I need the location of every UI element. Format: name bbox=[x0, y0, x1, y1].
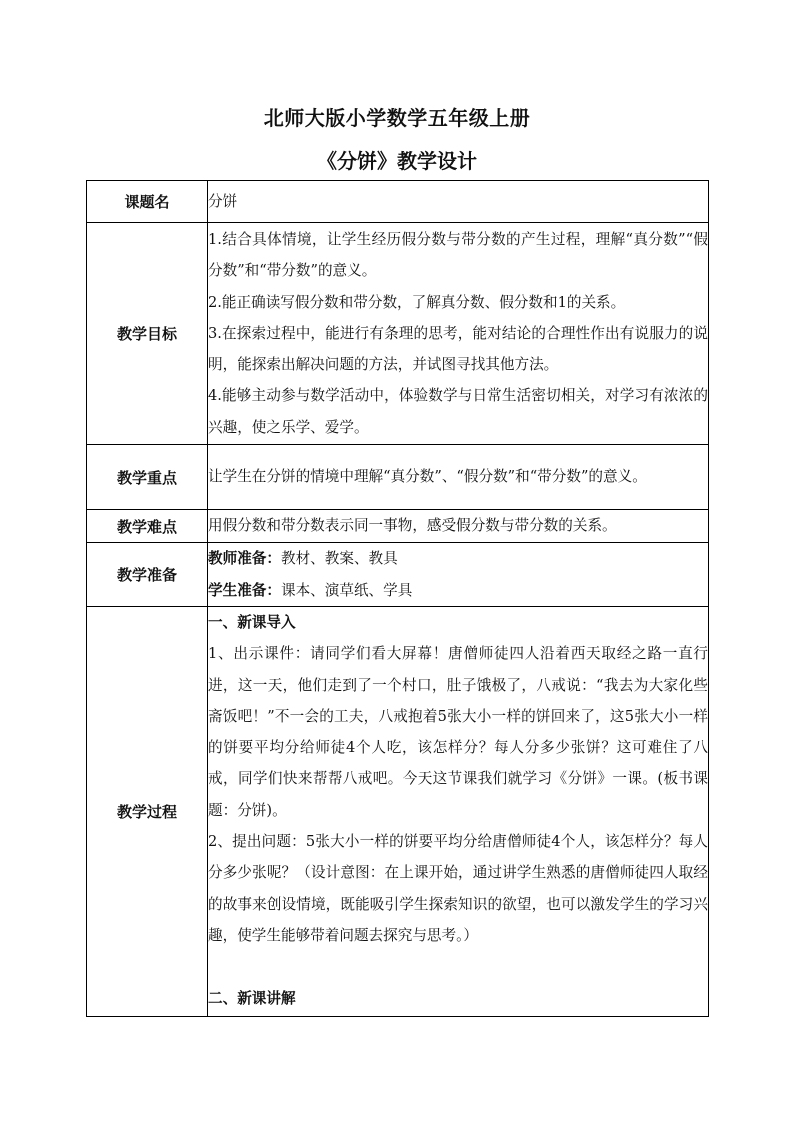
preparation-content bbox=[208, 543, 709, 607]
section-heading-intro: 一、新课导入 bbox=[208, 614, 296, 631]
student-preparation-value: 课本、演草纸、学具 bbox=[280, 581, 413, 599]
key-points-label: 教学重点 bbox=[87, 445, 208, 510]
process-paragraph: 2、提出问题：5张大小一样的饼要平均分给唐僧师徒4个人，该怎样分？每人分多少张呢？（设计意图：在上课开始，通过讲学生熟悉的唐僧师徒四人取经的故事来创设情境，既能吸引学生探索知识的欲望，也可以激发学生的学习兴趣，使学生能够带着问题去探究与思考。） bbox=[208, 833, 708, 944]
table-row-topic bbox=[87, 181, 709, 223]
preparation-label: 教学准备 bbox=[87, 543, 208, 607]
process-paragraph: 1、出示课件：请同学们看大屏幕！唐僧师徒四人沿着西天取经之路一直行进，这一天，他们走到了一个村口，肚子饿极了，八戒说：“我去为大家化些斋饭吧！”不一会的工夫，八戒抱着5张大小一样的饼回来了，这5张大小一样的饼要平均分给师徒4个人吃，该怎样分？每人分多少张饼？这可难住了八戒，同学们快来帮帮八戒吧。今天这节课我们就学习《分饼》一课。(板书课题：分饼)。 bbox=[208, 645, 708, 819]
document-subtitle: 《分饼》教学设计 bbox=[317, 149, 477, 173]
table-row-preparation bbox=[87, 543, 709, 607]
goal-item: 3.在探索过程中，能进行有条理的思考，能对结论的合理性作出有说服力的说明，能探索出解决问题的方法，并试图寻找其他方法。 bbox=[208, 324, 708, 374]
table-row-difficulties bbox=[87, 510, 709, 543]
goal-item: 4.能够主动参与数学活动中，体验数学与日常生活密切相关，对学习有浓浓的兴趣，使之乐学、爱学。 bbox=[208, 387, 708, 436]
goal-item: 1.结合具体情境，让学生经历假分数与带分数的产生过程，理解“真分数”“假分数”和“带分数”的意义。 bbox=[208, 230, 708, 280]
teacher-preparation-label: 教师准备： bbox=[208, 550, 281, 568]
topic-value: 分饼 bbox=[208, 181, 709, 223]
student-preparation bbox=[208, 575, 708, 606]
teacher-preparation-value: 教材、教案、教具 bbox=[280, 550, 398, 568]
process-content bbox=[208, 607, 709, 1017]
table-row-process bbox=[87, 607, 709, 1017]
student-preparation-label: 学生准备： bbox=[208, 581, 281, 599]
goals-label: 教学目标 bbox=[87, 223, 208, 445]
blank-line bbox=[208, 951, 708, 983]
difficulties-value: 用假分数和带分数表示同一事物，感受假分数与带分数的关系。 bbox=[208, 510, 709, 543]
lesson-plan-table bbox=[86, 180, 709, 1017]
difficulties-label: 教学难点 bbox=[87, 510, 208, 543]
teacher-preparation bbox=[208, 543, 708, 574]
topic-label: 课题名 bbox=[87, 181, 208, 223]
goal-item: 2.能正确读写假分数和带分数，了解真分数、假分数和1的关系。 bbox=[208, 293, 626, 311]
key-points-value: 让学生在分饼的情境中理解“真分数”、“假分数”和“带分数”的意义。 bbox=[208, 445, 709, 510]
process-label: 教学过程 bbox=[87, 607, 208, 1017]
document-title: 北师大版小学数学五年级上册 bbox=[263, 106, 531, 130]
table-row-goals bbox=[87, 223, 709, 445]
table-row-key-points bbox=[87, 445, 709, 510]
goals-content bbox=[208, 223, 709, 445]
section-heading-new-lesson: 二、新课讲解 bbox=[208, 990, 296, 1008]
